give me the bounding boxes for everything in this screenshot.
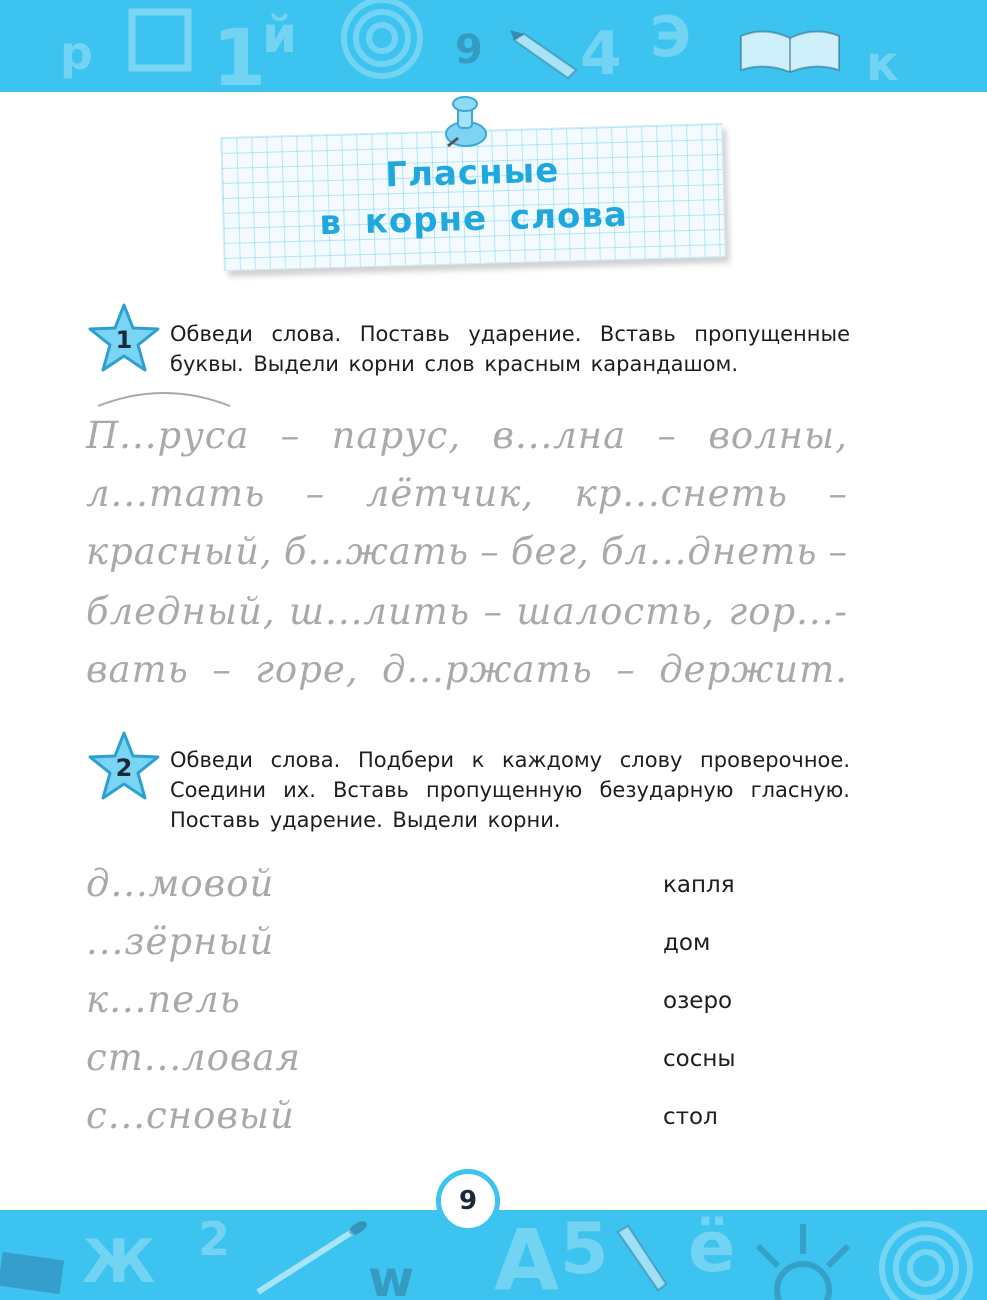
task2-left-word: д...мовой [86, 862, 275, 905]
task1-word: – [212, 648, 232, 691]
letter-k-icon: к [866, 36, 899, 92]
letter-y-icon: й [262, 6, 298, 64]
task1-line-1 [86, 414, 848, 457]
letter-e-icon: Э [650, 5, 692, 70]
pencil-icon [612, 1224, 672, 1294]
task1-word: б...жать [283, 530, 470, 573]
task2-right-word: стол [663, 1104, 718, 1130]
square-icon [128, 8, 192, 72]
star-icon [88, 730, 160, 802]
task1-word: бледный, [86, 590, 276, 633]
page-title-line2: в корне слова [318, 194, 629, 244]
letter-zh-icon: Ж [82, 1227, 156, 1297]
task2-instruction-line1: Обведи слова. Подбери к каждому слову проверочное. [170, 748, 850, 772]
page-number: 9 [436, 1169, 500, 1233]
bottom-banner [0, 1210, 987, 1300]
task2-left-word: с...сновый [86, 1094, 295, 1137]
target-circle-icon [876, 1218, 976, 1300]
pencil-icon [510, 30, 580, 80]
digit-1-icon: 1 [212, 14, 267, 92]
task1-word: д...ржать [382, 648, 593, 691]
task2-left-word: ...зёрный [86, 920, 275, 963]
task1-word: красный, [86, 530, 273, 573]
task1-word: П...руса [86, 414, 250, 457]
push-pin-icon [430, 96, 490, 154]
task2-left-word: к...пель [86, 978, 241, 1021]
task2-instruction-line3: Поставь ударение. Выдели корни. [170, 808, 561, 832]
task2-right-word: сосны [663, 1046, 736, 1072]
task1-word: – [828, 472, 848, 515]
task1-word: – [483, 590, 503, 633]
rectangle-icon [0, 1248, 70, 1298]
task1-word: – [280, 414, 301, 457]
task1-word: – [480, 530, 500, 573]
task1-word: – [657, 414, 678, 457]
task1-word: вать [86, 648, 189, 691]
task1-word: шалость, [516, 590, 716, 633]
task1-word: – [616, 648, 636, 691]
task1-word: парус, [331, 414, 462, 457]
task2-right-word: дом [663, 930, 711, 956]
task1-word: кр...снеть [574, 472, 788, 515]
star-icon [88, 302, 160, 374]
task1-word: – [305, 472, 326, 515]
sun-icon [748, 1220, 858, 1300]
task-number-2: 2 [115, 754, 133, 782]
paintbrush-icon [252, 1218, 372, 1298]
task1-word: лётчик, [365, 472, 535, 515]
letter-yo-icon: ё [688, 1210, 736, 1288]
digit-2-icon: 2 [198, 1212, 231, 1266]
target-circle-icon [340, 0, 424, 80]
top-banner [0, 0, 987, 92]
task-number-1: 1 [115, 326, 133, 354]
task2-instruction-line2: Соедини их. Вставь пропущенную безударную гласную. [170, 778, 850, 802]
task1-word: ш...лить [289, 590, 470, 633]
letter-a-icon: А [494, 1211, 560, 1300]
task1-instruction-line2: буквы. Выдели корни слов красным карандашом. [170, 352, 739, 376]
task1-word: держит. [659, 648, 848, 691]
task1-word: гор...- [728, 590, 848, 633]
task2-left-word: ст...ловая [86, 1036, 302, 1079]
digit-5-icon: 5 [560, 1210, 609, 1290]
task2-right-word: озеро [663, 988, 733, 1014]
letter-w-icon: w [368, 1250, 415, 1300]
task1-word: волны, [708, 414, 848, 457]
open-book-icon [735, 26, 845, 78]
letter-r-icon: р [60, 26, 93, 80]
digit-9-icon: 9 [455, 27, 483, 73]
task1-word: – [828, 530, 848, 573]
task2-right-word: капля [663, 872, 735, 898]
task1-word: бег, [510, 530, 590, 573]
task1-word: горе, [255, 648, 359, 691]
task1-word: л...тать [86, 472, 266, 515]
task1-word: в...лна [492, 414, 627, 457]
stress-arc [94, 386, 234, 410]
task1-line-3 [86, 530, 848, 573]
digit-4-icon: 4 [580, 19, 622, 89]
task1-instruction-line1: Обведи слова. Поставь ударение. Вставь пропущенные [170, 322, 850, 346]
task1-line-2 [86, 472, 848, 515]
page-title-line1: Гласные [384, 150, 560, 196]
task1-line-4 [86, 590, 848, 633]
task1-word: бл...днеть [600, 530, 818, 573]
task1-line-5 [86, 648, 848, 691]
